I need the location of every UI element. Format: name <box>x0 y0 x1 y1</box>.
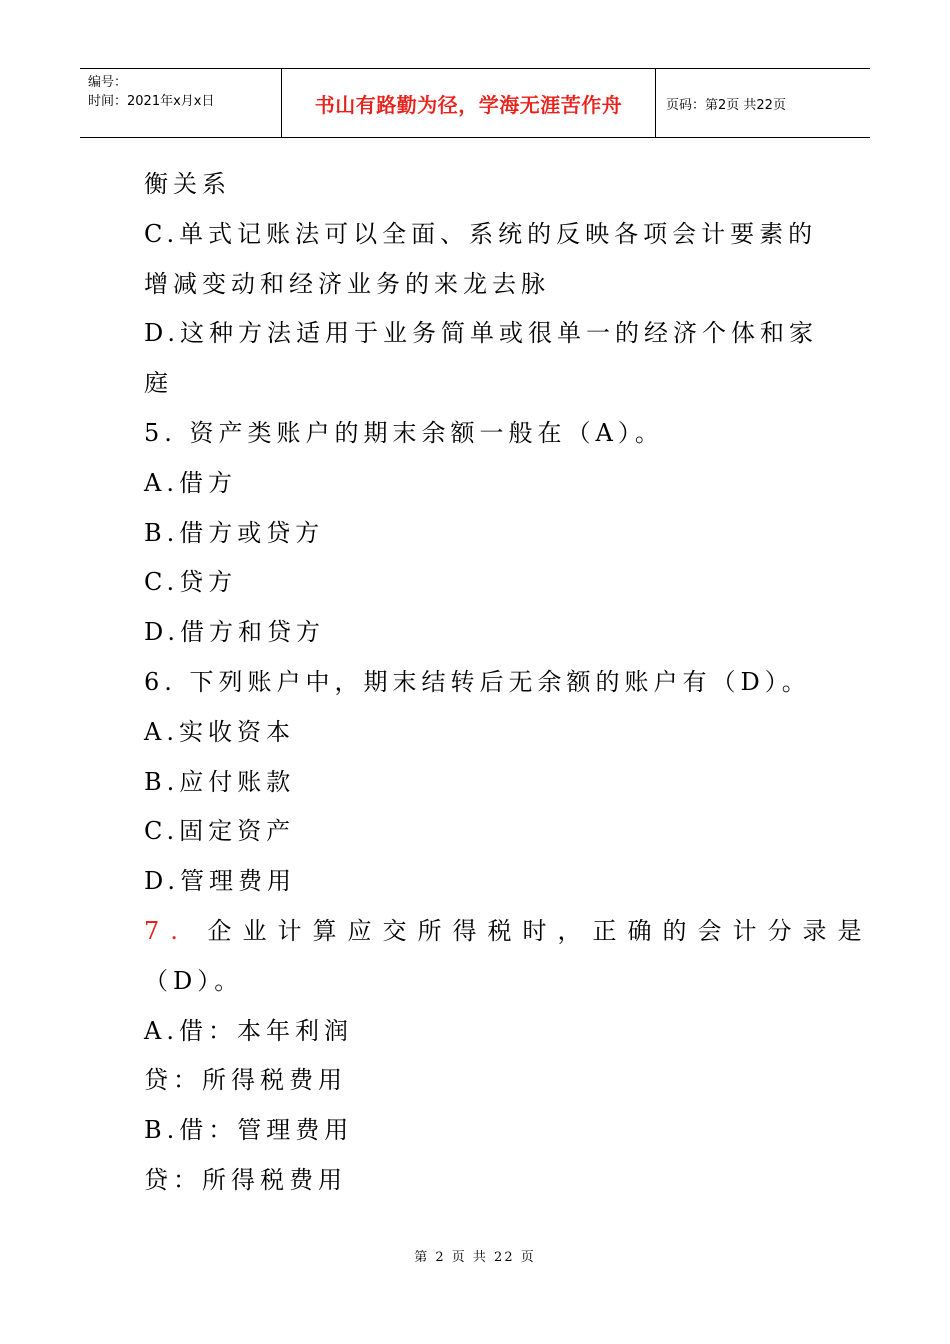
text-line: 衡关系 <box>144 170 231 198</box>
option-line: 贷：所得税费用 <box>144 1165 347 1194</box>
option-line: D.借方和贷方 <box>144 618 326 647</box>
question-7 <box>144 907 873 957</box>
text-line: 增减变动和经济业务的来龙去脉 <box>144 269 550 298</box>
question-5: 5. 资产类账户的期末余额一般在（A）。 <box>144 418 664 447</box>
date-label: 时间：2021年x月x日 <box>88 94 215 109</box>
option-line: B.借方或贷方 <box>144 518 325 547</box>
header-meta-cell <box>80 69 282 137</box>
option-line: C.贷方 <box>144 568 238 597</box>
question-7-text: 企业计算应交所得税时，正确的会计分录是 <box>207 916 873 945</box>
header-motto-cell <box>282 69 656 137</box>
option-line: C.固定资产 <box>144 817 296 846</box>
page-info: 页码：第2页 共22页 <box>666 97 786 113</box>
option-line: D.管理费用 <box>144 867 297 896</box>
question-7-number: 7. <box>144 916 189 945</box>
option-line: A.实收资本 <box>144 717 295 746</box>
page-footer: 第 2 页 共 22 页 <box>414 1250 536 1265</box>
text-line: C.单式记账法可以全面、系统的反映各项会计要素的 <box>144 219 818 248</box>
option-line: B.应付账款 <box>144 767 296 796</box>
header-page-cell <box>656 69 870 137</box>
page-header <box>80 68 870 138</box>
option-line: B.借：管理费用 <box>144 1116 354 1145</box>
option-line: 贷：所得税费用 <box>144 1066 347 1095</box>
option-line: A.借：本年利润 <box>144 1016 353 1045</box>
text-line: D.这种方法适用于业务简单或很单一的经济个体和家 <box>144 319 819 348</box>
text-line: 庭 <box>144 369 173 398</box>
option-line: A.借方 <box>144 468 237 497</box>
question-6: 6. 下列账户中，期末结转后无余额的账户有（D）。 <box>144 667 811 696</box>
serial-label: 编号： <box>88 75 128 90</box>
document-body <box>144 160 873 1206</box>
question-7-answer: （D）。 <box>144 966 244 995</box>
motto: 书山有路勤为径，学海无涯苦作舟 <box>314 92 623 117</box>
